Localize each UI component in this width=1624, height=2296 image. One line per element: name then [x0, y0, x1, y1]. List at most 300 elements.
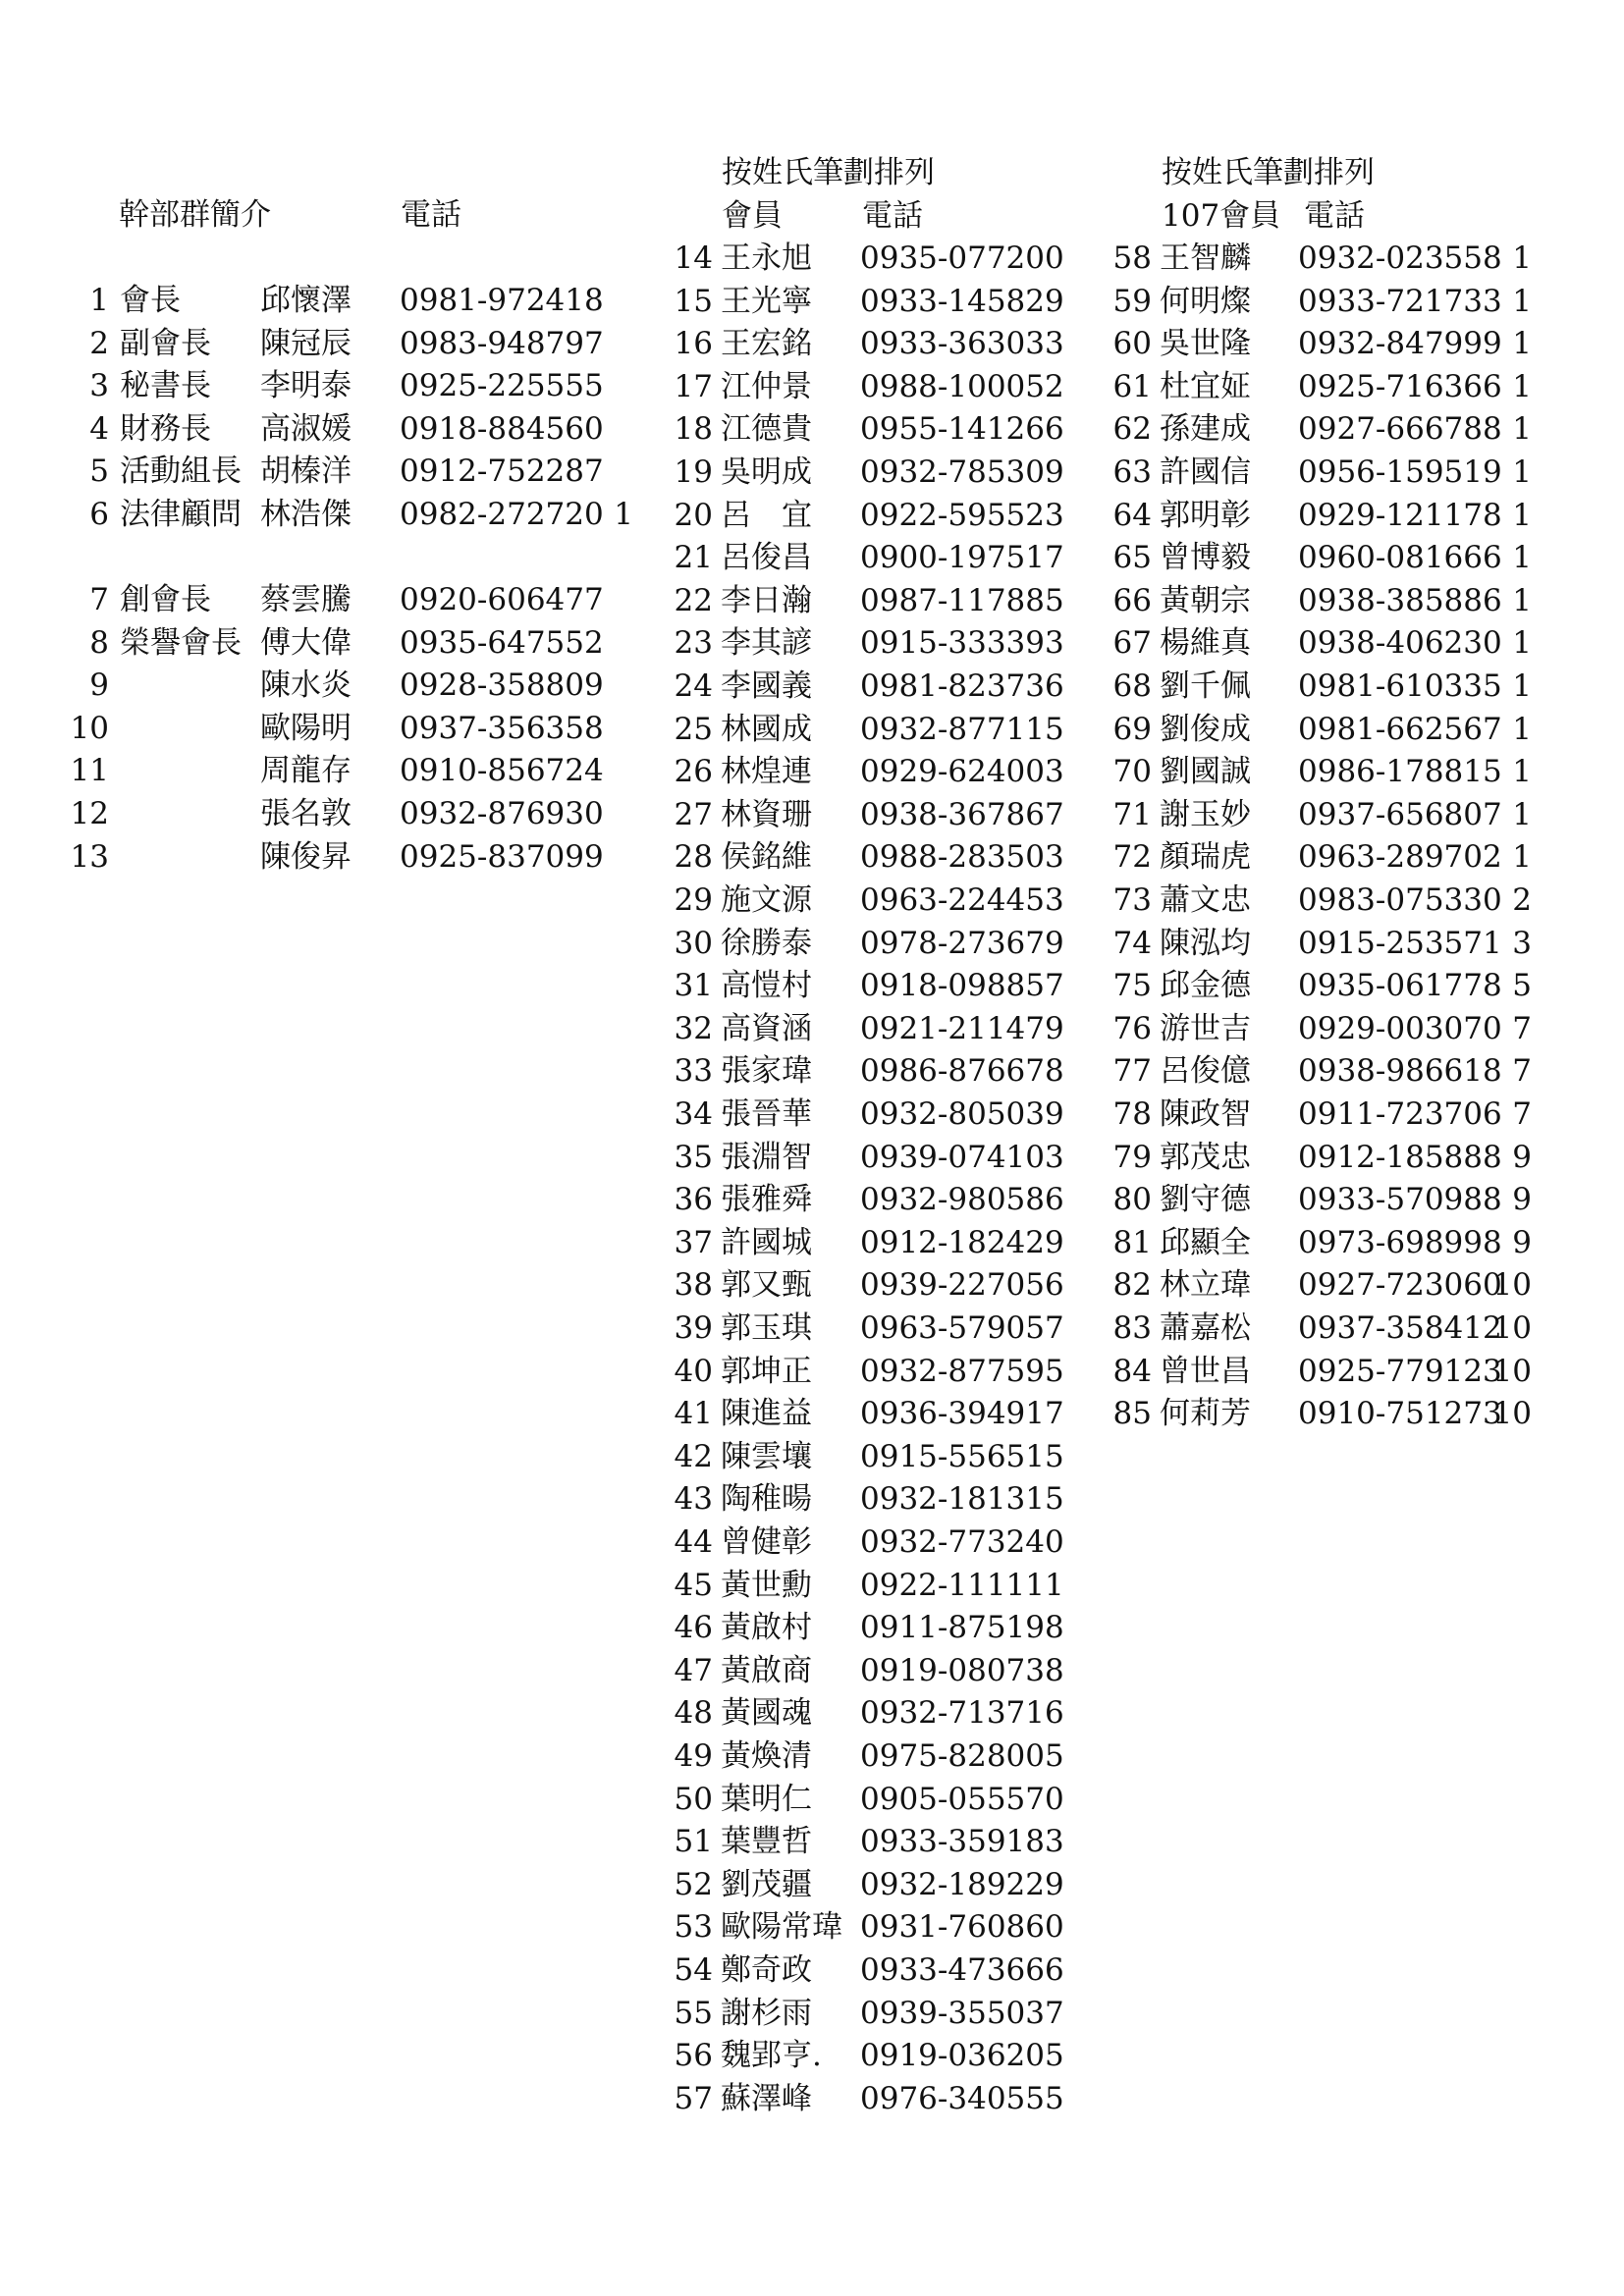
- member-name: 吳明成: [721, 454, 812, 490]
- row-number: 79: [1112, 1140, 1152, 1175]
- officers-title: 幹部群簡介: [119, 197, 271, 233]
- member-extra-value: 10: [1492, 1396, 1532, 1431]
- row-number: 46: [674, 1610, 713, 1645]
- officer-name: 邱懷澤: [260, 283, 352, 318]
- row-number: 61: [1112, 369, 1152, 404]
- member-extra-value: 1: [1512, 668, 1532, 704]
- members-b-phone-header: 電話: [1304, 198, 1365, 234]
- row-number: 18: [674, 411, 713, 447]
- member-name: 陳政智: [1160, 1096, 1251, 1132]
- member-name: 侯銘維: [721, 839, 812, 875]
- member-phone: 0919-080738: [860, 1653, 1064, 1688]
- officer-title: 會長: [120, 283, 181, 318]
- member-name: 劉守德: [1160, 1182, 1251, 1217]
- member-extra-value: 3: [1512, 926, 1532, 961]
- member-name: 王光寧: [721, 284, 812, 319]
- member-phone: 0925-716366: [1298, 369, 1502, 404]
- member-phone: 0911-723706: [1298, 1096, 1502, 1132]
- member-phone: 0932-877115: [860, 712, 1064, 747]
- row-number: 40: [674, 1354, 713, 1389]
- row-number: 53: [674, 1909, 713, 1945]
- row-number: 8: [89, 625, 109, 661]
- member-phone: 0933-363033: [860, 326, 1064, 361]
- row-number: 68: [1112, 668, 1152, 704]
- officer-phone: 0912-752287: [400, 454, 604, 489]
- member-phone: 0936-394917: [860, 1396, 1064, 1431]
- member-phone: 0919-036205: [860, 2038, 1064, 2073]
- officer-extra-value: 1: [614, 497, 633, 532]
- officer-phone: 0918-884560: [400, 411, 604, 447]
- member-name: 劉國誠: [1160, 754, 1251, 789]
- member-phone: 0938-406230: [1298, 625, 1502, 661]
- row-number: 12: [70, 796, 109, 831]
- member-phone: 0911-875198: [860, 1610, 1064, 1645]
- row-number: 4: [89, 411, 109, 447]
- row-number: 5: [89, 454, 109, 489]
- member-name: 杜宜姃: [1160, 369, 1251, 404]
- member-phone: 0973-698998: [1298, 1225, 1502, 1260]
- member-phone: 0937-358412: [1298, 1310, 1502, 1346]
- member-name: 曾博毅: [1160, 540, 1251, 575]
- row-number: 11: [70, 753, 109, 788]
- member-name: 張淵智: [721, 1140, 812, 1175]
- honorary-title: 榮譽會長: [120, 625, 242, 661]
- member-extra-value: 1: [1512, 583, 1532, 618]
- member-phone: 0933-721733: [1298, 284, 1502, 319]
- member-extra-value: 5: [1512, 968, 1532, 1003]
- row-number: 39: [674, 1310, 713, 1346]
- row-number: 13: [70, 839, 109, 875]
- officers-phone-header: 電話: [401, 197, 461, 233]
- row-number: 26: [674, 754, 713, 789]
- row-number: 34: [674, 1096, 713, 1132]
- member-phone: 0912-182429: [860, 1225, 1064, 1260]
- member-name: 呂 宜: [721, 498, 812, 533]
- row-number: 54: [674, 1952, 713, 1988]
- member-phone: 0922-111111: [860, 1568, 1064, 1603]
- row-number: 36: [674, 1182, 713, 1217]
- member-extra-value: 9: [1512, 1140, 1532, 1175]
- member-phone: 0929-624003: [860, 754, 1064, 789]
- member-extra-value: 2: [1512, 882, 1532, 918]
- row-number: 77: [1112, 1053, 1152, 1089]
- member-phone: 0960-081666: [1298, 540, 1502, 575]
- row-number: 42: [674, 1439, 713, 1474]
- member-phone: 0939-227056: [860, 1267, 1064, 1303]
- member-name: 劉俊成: [1160, 712, 1251, 747]
- member-name: 王永旭: [721, 240, 812, 276]
- member-name: 江仲景: [721, 369, 812, 404]
- member-name: 林立瑋: [1160, 1267, 1251, 1303]
- member-phone: 0981-662567: [1298, 712, 1502, 747]
- member-extra-value: 1: [1512, 284, 1532, 319]
- member-extra-value: 1: [1512, 839, 1532, 875]
- row-number: 84: [1112, 1354, 1152, 1389]
- officer-name: 胡榛洋: [260, 454, 352, 489]
- row-number: 80: [1112, 1182, 1152, 1217]
- member-name: 劉千佩: [1160, 668, 1251, 704]
- honorary-phone: 0937-356358: [400, 711, 604, 746]
- member-name: 林煌連: [721, 754, 812, 789]
- member-name: 游世吉: [1160, 1011, 1251, 1046]
- member-extra-value: 1: [1512, 326, 1532, 361]
- member-name: 蕭嘉松: [1160, 1310, 1251, 1346]
- row-number: 24: [674, 668, 713, 704]
- row-number: 21: [674, 540, 713, 575]
- honorary-name: 蔡雲騰: [260, 582, 352, 617]
- member-phone: 0975-828005: [860, 1738, 1064, 1774]
- member-name: 許國城: [721, 1225, 812, 1260]
- member-extra-value: 1: [1512, 625, 1532, 661]
- member-phone: 0939-074103: [860, 1140, 1064, 1175]
- member-name: 王宏銘: [721, 326, 812, 361]
- member-phone: 0932-847999: [1298, 326, 1502, 361]
- member-phone: 0938-385886: [1298, 583, 1502, 618]
- member-extra-value: 1: [1512, 712, 1532, 747]
- member-phone: 0929-003070: [1298, 1011, 1502, 1046]
- member-name: 徐勝泰: [721, 926, 812, 961]
- member-name: 江德貴: [721, 411, 812, 447]
- member-extra-value: 9: [1512, 1182, 1532, 1217]
- row-number: 60: [1112, 326, 1152, 361]
- honorary-phone: 0925-837099: [400, 839, 604, 875]
- member-name: 李日瀚: [721, 583, 812, 618]
- member-phone: 0932-980586: [860, 1182, 1064, 1217]
- row-number: 85: [1112, 1396, 1152, 1431]
- row-number: 25: [674, 712, 713, 747]
- row-number: 58: [1112, 240, 1152, 276]
- member-phone: 0915-253571: [1298, 926, 1502, 961]
- member-phone: 0981-823736: [860, 668, 1064, 704]
- member-phone: 0939-355037: [860, 1996, 1064, 2031]
- member-phone: 0925-779123: [1298, 1354, 1502, 1389]
- member-name: 鄭奇政: [721, 1952, 812, 1988]
- honorary-name: 歐陽明: [260, 711, 352, 746]
- member-phone: 0933-570988: [1298, 1182, 1502, 1217]
- member-phone: 0987-117885: [860, 583, 1064, 618]
- member-name: 黃啟商: [721, 1653, 812, 1688]
- member-phone: 0933-359183: [860, 1824, 1064, 1859]
- member-name: 顏瑞虎: [1160, 839, 1251, 875]
- member-phone: 0956-159519: [1298, 454, 1502, 490]
- row-number: 29: [674, 882, 713, 918]
- row-number: 22: [674, 583, 713, 618]
- member-phone: 0929-121178: [1298, 498, 1502, 533]
- row-number: 1: [89, 283, 109, 318]
- member-phone: 0921-211479: [860, 1011, 1064, 1046]
- officer-phone: 0983-948797: [400, 326, 604, 361]
- member-extra-value: 10: [1492, 1354, 1532, 1389]
- row-number: 30: [674, 926, 713, 961]
- member-phone: 0983-075330: [1298, 882, 1502, 918]
- row-number: 49: [674, 1738, 713, 1774]
- officer-title: 活動組長: [120, 454, 242, 489]
- member-phone: 0932-805039: [860, 1096, 1064, 1132]
- member-phone: 0905-055570: [860, 1782, 1064, 1817]
- row-number: 73: [1112, 882, 1152, 918]
- row-number: 56: [674, 2038, 713, 2073]
- member-extra-value: 1: [1512, 797, 1532, 832]
- member-phone: 0922-595523: [860, 498, 1064, 533]
- row-number: 66: [1112, 583, 1152, 618]
- officer-phone: 0981-972418: [400, 283, 604, 318]
- honorary-title: 創會長: [120, 582, 211, 617]
- row-number: 45: [674, 1568, 713, 1603]
- member-phone: 0915-333393: [860, 625, 1064, 661]
- honorary-name: 張名敦: [260, 796, 352, 831]
- member-extra-value: 1: [1512, 540, 1532, 575]
- member-extra-value: 1: [1512, 369, 1532, 404]
- member-name: 魏郢亨.: [721, 2038, 822, 2073]
- row-number: 43: [674, 1481, 713, 1517]
- member-name: 郭玉琪: [721, 1310, 812, 1346]
- member-phone: 0927-723060: [1298, 1267, 1502, 1303]
- member-phone: 0986-178815: [1298, 754, 1502, 789]
- member-extra-value: 1: [1512, 498, 1532, 533]
- member-phone: 0912-185888: [1298, 1140, 1502, 1175]
- officer-phone: 0925-225555: [400, 368, 604, 403]
- row-number: 35: [674, 1140, 713, 1175]
- row-number: 67: [1112, 625, 1152, 661]
- member-name: 高資涵: [721, 1011, 812, 1046]
- member-name: 黃國魂: [721, 1695, 812, 1731]
- officer-title: 法律顧問: [120, 497, 242, 532]
- members-b-sort-note: 按姓氏筆劃排列: [1162, 155, 1375, 190]
- member-name: 吳世隆: [1160, 326, 1251, 361]
- member-phone: 0932-877595: [860, 1354, 1064, 1389]
- honorary-phone: 0910-856724: [400, 753, 604, 788]
- member-phone: 0935-061778: [1298, 968, 1502, 1003]
- row-number: 6: [89, 497, 109, 532]
- honorary-phone: 0932-876930: [400, 796, 604, 831]
- member-phone: 0932-713716: [860, 1695, 1064, 1731]
- member-phone: 0900-197517: [860, 540, 1064, 575]
- member-phone: 0988-283503: [860, 839, 1064, 875]
- member-name: 呂俊億: [1160, 1053, 1251, 1089]
- member-phone: 0932-773240: [860, 1524, 1064, 1560]
- member-name: 孫建成: [1160, 411, 1251, 447]
- member-phone: 0932-023558: [1298, 240, 1502, 276]
- member-extra-value: 10: [1492, 1267, 1532, 1303]
- officer-name: 林浩傑: [260, 497, 352, 532]
- member-phone: 0931-760860: [860, 1909, 1064, 1945]
- row-number: 81: [1112, 1225, 1152, 1260]
- member-name: 葉明仁: [721, 1782, 812, 1817]
- member-name: 李其諺: [721, 625, 812, 661]
- member-phone: 0938-367867: [860, 797, 1064, 832]
- member-extra-value: 1: [1512, 411, 1532, 447]
- member-name: 高愷村: [721, 968, 812, 1003]
- member-name: 郭坤正: [721, 1354, 812, 1389]
- member-name: 蕭文忠: [1160, 882, 1251, 918]
- member-name: 蘇澤峰: [721, 2081, 812, 2116]
- row-number: 50: [674, 1782, 713, 1817]
- row-number: 3: [89, 368, 109, 403]
- officer-title: 秘書長: [120, 368, 211, 403]
- member-name: 林國成: [721, 712, 812, 747]
- member-phone: 0932-785309: [860, 454, 1064, 490]
- row-number: 63: [1112, 454, 1152, 490]
- member-phone: 0976-340555: [860, 2081, 1064, 2116]
- member-phone: 0988-100052: [860, 369, 1064, 404]
- row-number: 64: [1112, 498, 1152, 533]
- member-phone: 0986-876678: [860, 1053, 1064, 1089]
- member-name: 張家瑋: [721, 1053, 812, 1089]
- member-name: 林資珊: [721, 797, 812, 832]
- member-phone: 0963-579057: [860, 1310, 1064, 1346]
- honorary-phone: 0928-358809: [400, 667, 604, 703]
- row-number: 2: [89, 326, 109, 361]
- row-number: 31: [674, 968, 713, 1003]
- member-name: 黃世勳: [721, 1568, 812, 1603]
- row-number: 52: [674, 1867, 713, 1902]
- row-number: 44: [674, 1524, 713, 1560]
- honorary-name: 陳俊昇: [260, 839, 352, 875]
- row-number: 83: [1112, 1310, 1152, 1346]
- row-number: 59: [1112, 284, 1152, 319]
- member-name: 王智麟: [1160, 240, 1251, 276]
- row-number: 7: [89, 582, 109, 617]
- member-name: 謝杉雨: [721, 1996, 812, 2031]
- row-number: 62: [1112, 411, 1152, 447]
- member-name: 施文源: [721, 882, 812, 918]
- row-number: 37: [674, 1225, 713, 1260]
- row-number: 65: [1112, 540, 1152, 575]
- member-name: 葉豐哲: [721, 1824, 812, 1859]
- officer-name: 陳冠辰: [260, 326, 352, 361]
- member-name: 陳泓均: [1160, 926, 1251, 961]
- member-extra-value: 7: [1512, 1053, 1532, 1089]
- officer-name: 李明泰: [260, 368, 352, 403]
- member-name: 謝玉妙: [1160, 797, 1251, 832]
- member-name: 郭又甄: [721, 1267, 812, 1303]
- members-a-phone-header: 電話: [862, 198, 923, 234]
- officer-phone: 0982-272720: [400, 497, 604, 532]
- members-a-member-header: 會員: [722, 198, 783, 234]
- member-name: 黃煥清: [721, 1738, 812, 1774]
- honorary-name: 傅大偉: [260, 625, 352, 661]
- row-number: 74: [1112, 926, 1152, 961]
- row-number: 48: [674, 1695, 713, 1731]
- row-number: 47: [674, 1653, 713, 1688]
- member-extra-value: 1: [1512, 454, 1532, 490]
- member-name: 陳雲壤: [721, 1439, 812, 1474]
- officer-title: 副會長: [120, 326, 211, 361]
- row-number: 17: [674, 369, 713, 404]
- member-name: 楊維真: [1160, 625, 1251, 661]
- row-number: 27: [674, 797, 713, 832]
- member-name: 李國義: [721, 668, 812, 704]
- member-name: 張晉華: [721, 1096, 812, 1132]
- members-b-member-header: 107會員: [1162, 198, 1281, 234]
- row-number: 33: [674, 1053, 713, 1089]
- member-name: 邱金德: [1160, 968, 1251, 1003]
- member-phone: 0937-656807: [1298, 797, 1502, 832]
- member-name: 曾世昌: [1160, 1354, 1251, 1389]
- member-name: 許國信: [1160, 454, 1251, 490]
- honorary-phone: 0935-647552: [400, 625, 604, 661]
- member-phone: 0910-751273: [1298, 1396, 1502, 1431]
- row-number: 14: [674, 240, 713, 276]
- member-extra-value: 1: [1512, 754, 1532, 789]
- member-extra-value: 7: [1512, 1096, 1532, 1132]
- row-number: 71: [1112, 797, 1152, 832]
- member-phone: 0915-556515: [860, 1439, 1064, 1474]
- row-number: 76: [1112, 1011, 1152, 1046]
- member-phone: 0932-189229: [860, 1867, 1064, 1902]
- member-name: 何明燦: [1160, 284, 1251, 319]
- member-phone: 0927-666788: [1298, 411, 1502, 447]
- member-name: 黃啟村: [721, 1610, 812, 1645]
- member-phone: 0963-289702: [1298, 839, 1502, 875]
- row-number: 10: [70, 711, 109, 746]
- member-name: 陶稚暘: [721, 1481, 812, 1517]
- member-extra-value: 1: [1512, 240, 1532, 276]
- member-phone: 0963-224453: [860, 882, 1064, 918]
- member-extra-value: 7: [1512, 1011, 1532, 1046]
- member-phone: 0935-077200: [860, 240, 1064, 276]
- row-number: 16: [674, 326, 713, 361]
- members-a-sort-note: 按姓氏筆劃排列: [722, 155, 935, 190]
- row-number: 75: [1112, 968, 1152, 1003]
- officer-title: 財務長: [120, 411, 211, 447]
- row-number: 20: [674, 498, 713, 533]
- row-number: 78: [1112, 1096, 1152, 1132]
- row-number: 69: [1112, 712, 1152, 747]
- member-extra-value: 9: [1512, 1225, 1532, 1260]
- member-phone: 0932-181315: [860, 1481, 1064, 1517]
- row-number: 41: [674, 1396, 713, 1431]
- member-name: 呂俊昌: [721, 540, 812, 575]
- row-number: 55: [674, 1996, 713, 2031]
- member-phone: 0933-145829: [860, 284, 1064, 319]
- row-number: 72: [1112, 839, 1152, 875]
- member-phone: 0955-141266: [860, 411, 1064, 447]
- member-extra-value: 10: [1492, 1310, 1532, 1346]
- row-number: 28: [674, 839, 713, 875]
- member-name: 黃朝宗: [1160, 583, 1251, 618]
- member-phone: 0938-986618: [1298, 1053, 1502, 1089]
- row-number: 70: [1112, 754, 1152, 789]
- row-number: 38: [674, 1267, 713, 1303]
- member-phone: 0981-610335: [1298, 668, 1502, 704]
- row-number: 32: [674, 1011, 713, 1046]
- row-number: 57: [674, 2081, 713, 2116]
- member-name: 郭明彰: [1160, 498, 1251, 533]
- member-name: 歐陽常瑋: [721, 1909, 842, 1945]
- honorary-phone: 0920-606477: [400, 582, 604, 617]
- member-name: 曾健彰: [721, 1524, 812, 1560]
- honorary-name: 周龍存: [260, 753, 352, 788]
- member-name: 陳進益: [721, 1396, 812, 1431]
- member-name: 邱顯全: [1160, 1225, 1251, 1260]
- row-number: 19: [674, 454, 713, 490]
- member-name: 郭茂忠: [1160, 1140, 1251, 1175]
- member-phone: 0933-473666: [860, 1952, 1064, 1988]
- row-number: 23: [674, 625, 713, 661]
- member-name: 張雅舜: [721, 1182, 812, 1217]
- member-name: 何莉芳: [1160, 1396, 1251, 1431]
- officer-name: 高淑媛: [260, 411, 352, 447]
- row-number: 51: [674, 1824, 713, 1859]
- member-phone: 0978-273679: [860, 926, 1064, 961]
- row-number: 9: [89, 667, 109, 703]
- member-phone: 0918-098857: [860, 968, 1064, 1003]
- row-number: 15: [674, 284, 713, 319]
- honorary-name: 陳水炎: [260, 667, 352, 703]
- member-name: 劉茂疆: [721, 1867, 812, 1902]
- row-number: 82: [1112, 1267, 1152, 1303]
